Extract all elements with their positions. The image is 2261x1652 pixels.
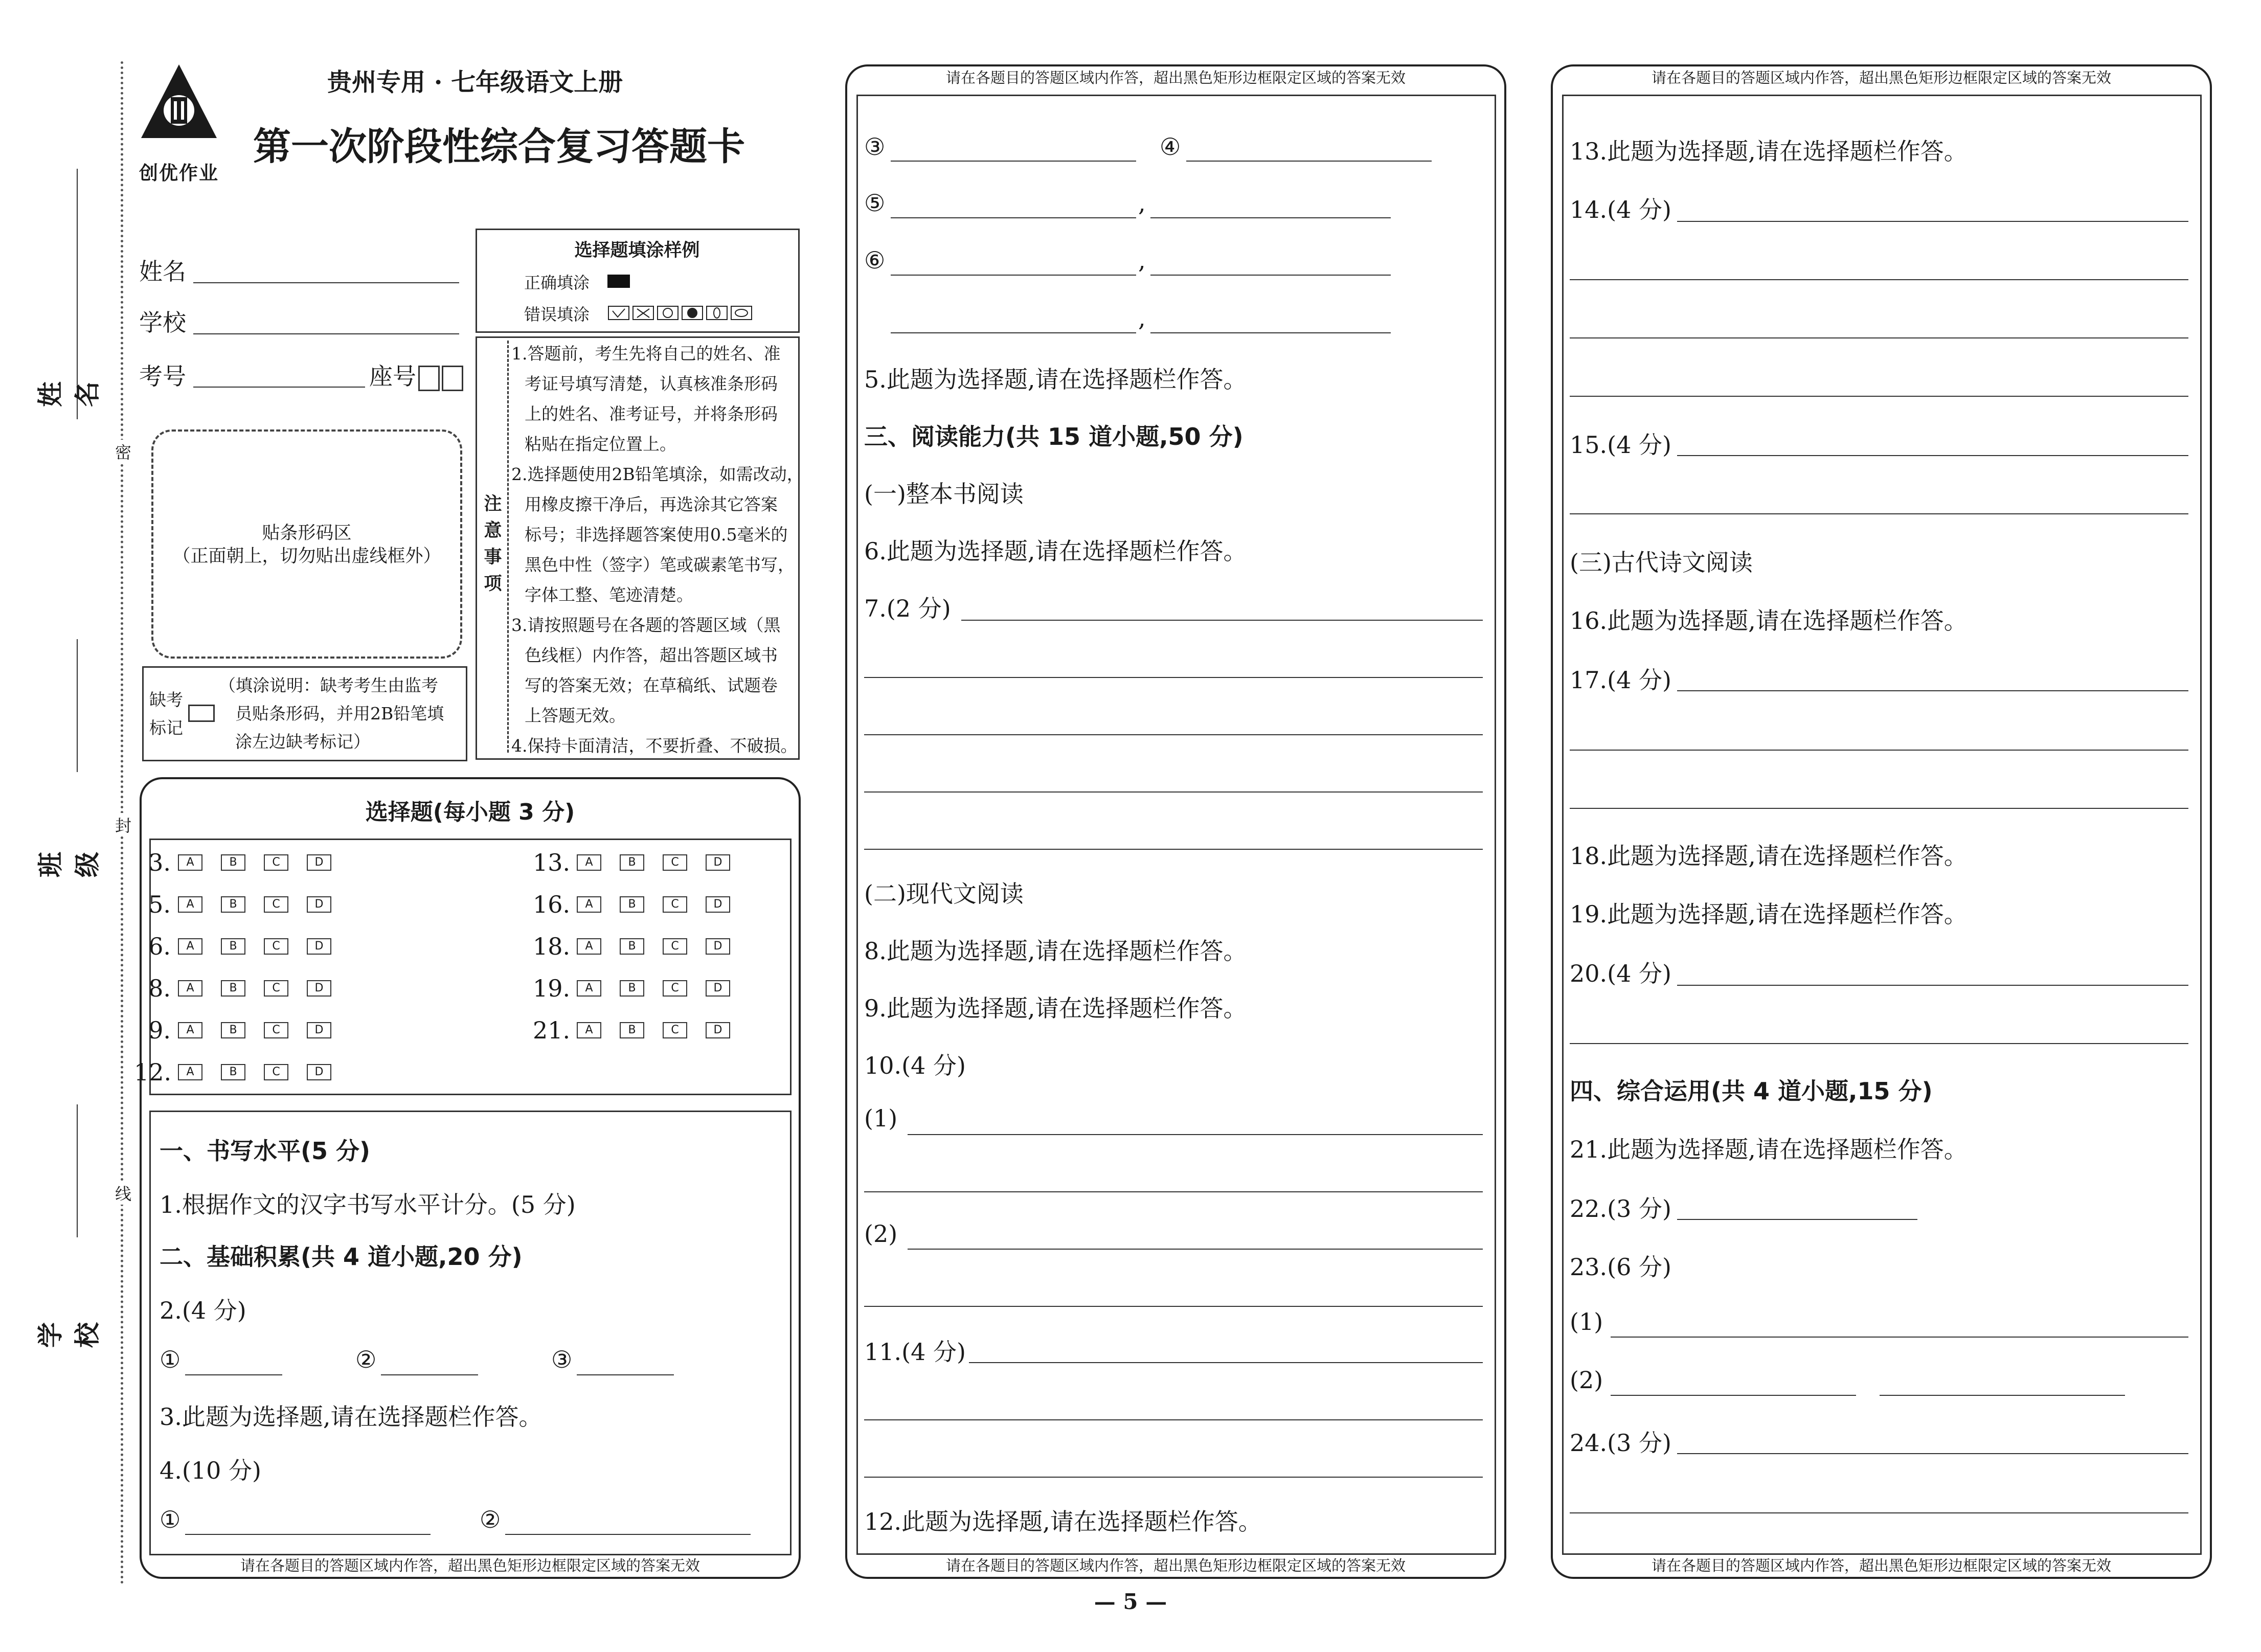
question-20: 20.(4 分) <box>1570 960 1671 987</box>
question-6: 6.此题为选择题,请在选择题栏作答。 <box>864 537 1247 565</box>
option-a[interactable]: A <box>577 938 601 955</box>
answer-blank[interactable] <box>1677 1219 1917 1220</box>
school-field[interactable] <box>193 333 459 334</box>
notes-line: 上答题无效。 <box>525 706 626 726</box>
option-a[interactable]: A <box>178 938 202 955</box>
blank-mark: ① <box>160 1346 181 1373</box>
choice-row[interactable] <box>134 933 350 960</box>
option-a[interactable]: A <box>178 854 202 871</box>
answer-line[interactable] <box>1570 1043 2188 1044</box>
wrong-fill-label: 错误填涂 <box>524 305 590 324</box>
blank-mark: ② <box>355 1346 377 1373</box>
option-c[interactable]: C <box>264 854 288 871</box>
question-11: 11.(4 分) <box>864 1338 966 1366</box>
answer-blank[interactable] <box>891 217 1136 218</box>
blank-mark: ④ <box>1160 133 1181 161</box>
question-number: 8. <box>148 975 171 1002</box>
question-4: 4.(10 分) <box>160 1457 261 1484</box>
answer-line[interactable] <box>908 1134 1483 1135</box>
option-c[interactable]: C <box>663 1022 687 1038</box>
option-d[interactable]: D <box>307 854 331 871</box>
header-subtitle: 贵州专用 · 七年级语文上册 <box>327 68 623 97</box>
notes-line: 2.选择题使用2B铅笔填涂，如需改动， <box>511 464 804 484</box>
question-number: 6. <box>148 933 171 960</box>
answer-line[interactable] <box>1570 808 2188 809</box>
blank-mark: ③ <box>551 1346 573 1373</box>
answer-blank[interactable] <box>891 161 1136 162</box>
part-heading: (三)古代诗文阅读 <box>1570 549 1753 576</box>
part-heading: (一)整本书阅读 <box>864 480 1024 508</box>
school-label: 学校 <box>139 309 186 336</box>
sub-question: (1) <box>864 1104 898 1132</box>
choice-row[interactable] <box>533 891 749 918</box>
seat-box[interactable] <box>442 366 463 391</box>
side-rule <box>77 639 78 772</box>
wrong-fill-marks <box>607 304 756 324</box>
question-3: 3.此题为选择题,请在选择题栏作答。 <box>160 1403 542 1431</box>
panel-notice: 请在各题目的答题区域内作答，超出黑色矩形边框限定区域的答案无效 <box>240 1557 700 1574</box>
absent-label: 标记 <box>149 718 183 738</box>
answer-line[interactable] <box>864 1191 1483 1192</box>
page-title: 第一次阶段性综合复习答题卡 <box>253 125 745 169</box>
answer-line[interactable] <box>1570 750 2188 751</box>
comma: , <box>1138 189 1146 217</box>
choice-row[interactable] <box>533 849 749 876</box>
side-label-school: 学校 <box>36 1313 102 1348</box>
name-field[interactable] <box>193 282 459 283</box>
side-rule <box>77 1104 78 1237</box>
option-b[interactable]: B <box>620 896 644 913</box>
question-1: 1.根据作文的汉字书写水平计分。(5 分) <box>160 1191 576 1218</box>
exam-no-label: 考号 <box>139 363 186 390</box>
barcode-label: 贴条形码区 <box>262 523 352 544</box>
question-number: 16. <box>533 891 571 918</box>
section-heading: 三、阅读能力(共 15 道小题,50 分) <box>864 423 1243 450</box>
wrong-fill-marks-icon <box>607 304 756 322</box>
notes-line: 色线框）内作答，超出答题区域书 <box>525 645 778 665</box>
notes-heading-char: 事 <box>484 547 502 568</box>
option-a[interactable]: A <box>178 980 202 997</box>
pyramid-logo-icon <box>138 61 220 153</box>
seat-box[interactable] <box>418 366 440 391</box>
section-heading: 一、书写水平(5 分) <box>160 1137 371 1165</box>
question-24: 24.(3 分) <box>1570 1429 1671 1457</box>
option-b[interactable]: B <box>620 854 644 871</box>
name-label: 姓名 <box>139 258 186 285</box>
option-b[interactable]: B <box>221 980 245 997</box>
question-21: 21.此题为选择题,请在选择题栏作答。 <box>1570 1136 1968 1163</box>
answer-line[interactable] <box>864 677 1483 678</box>
binding-char: 线 <box>111 1181 135 1205</box>
notes-line: 黑色中性（签字）笔或碳素笔书写， <box>525 555 795 575</box>
option-d[interactable]: D <box>706 896 730 913</box>
question-number: 3. <box>148 849 171 876</box>
answer-line[interactable] <box>969 1362 1483 1363</box>
notes-line: 标号；非选择题答案使用0.5毫米的 <box>525 525 788 545</box>
option-b[interactable]: B <box>221 1022 245 1038</box>
question-16: 16.此题为选择题,请在选择题栏作答。 <box>1570 607 1968 635</box>
answer-line[interactable] <box>864 1477 1483 1478</box>
question-23: 23.(6 分) <box>1570 1253 1671 1281</box>
question-number: 18. <box>533 933 571 960</box>
notes-text <box>511 338 804 761</box>
notes-line: 1.答题前，考生先将自己的姓名、准 <box>511 344 781 364</box>
binding-char: 密 <box>111 440 135 463</box>
answer-blank[interactable] <box>891 275 1136 276</box>
question-number: 5. <box>148 891 171 918</box>
fill-sample-title: 选择题填涂样例 <box>574 240 700 261</box>
question-2: 2.(4 分) <box>160 1297 246 1324</box>
notes-heading-char: 意 <box>484 520 502 541</box>
answer-blank[interactable] <box>577 1374 674 1375</box>
notes-heading <box>481 491 505 597</box>
question-8: 8.此题为选择题,请在选择题栏作答。 <box>864 937 1247 965</box>
question-5: 5.此题为选择题,请在选择题栏作答。 <box>864 366 1247 393</box>
option-d[interactable]: D <box>307 896 331 913</box>
comma: , <box>1138 304 1146 332</box>
answer-line[interactable] <box>1570 279 2188 280</box>
side-label-name: 姓名 <box>36 372 102 407</box>
question-9: 9.此题为选择题,请在选择题栏作答。 <box>864 994 1247 1022</box>
option-d[interactable]: D <box>307 1022 331 1038</box>
choice-row[interactable] <box>134 1016 350 1044</box>
option-a[interactable]: A <box>577 854 601 871</box>
question-7: 7.(2 分) <box>864 595 951 622</box>
option-a[interactable]: A <box>577 896 601 913</box>
notes-line: 上的姓名、准考证号，并将条形码 <box>525 404 778 424</box>
option-d[interactable]: D <box>307 938 331 955</box>
answer-line[interactable] <box>961 620 1483 621</box>
question-18: 18.此题为选择题,请在选择题栏作答。 <box>1570 842 1968 870</box>
blank-mark: ⑥ <box>864 246 886 274</box>
answer-line[interactable] <box>1611 1337 2188 1338</box>
binding-char: 封 <box>111 813 135 836</box>
question-number: 21. <box>533 1016 571 1044</box>
panel-notice: 请在各题目的答题区域内作答，超出黑色矩形边框限定区域的答案无效 <box>945 69 1406 86</box>
answer-blank[interactable] <box>1150 332 1391 333</box>
option-b[interactable]: B <box>620 938 644 955</box>
blank-mark: ⑤ <box>864 189 886 217</box>
answer-blank[interactable] <box>381 1374 478 1375</box>
section-heading: 四、综合运用(共 4 道小题,15 分) <box>1570 1077 1933 1105</box>
option-a[interactable]: A <box>577 1022 601 1038</box>
option-c[interactable]: C <box>663 854 687 871</box>
notes-line: 4.保持卡面清洁，不要折叠、不破损。 <box>511 736 798 756</box>
answer-blank[interactable] <box>185 1534 431 1535</box>
seat-label <box>369 358 463 392</box>
notes-divider <box>507 341 509 753</box>
answer-line[interactable] <box>864 1306 1483 1307</box>
answer-line[interactable] <box>1677 985 2188 986</box>
sub-question: (2) <box>864 1220 898 1248</box>
correct-fill-mark <box>607 275 630 288</box>
answer-line[interactable] <box>1677 455 2188 456</box>
answer-line[interactable] <box>1570 1512 2188 1513</box>
option-d[interactable]: D <box>307 1064 331 1080</box>
part-heading: (二)现代文阅读 <box>864 880 1024 908</box>
sub-question: (1) <box>1570 1308 1603 1336</box>
choice-row[interactable] <box>533 1016 749 1044</box>
choice-row[interactable] <box>533 933 749 960</box>
question-10: 10.(4 分) <box>864 1052 966 1079</box>
correct-fill-label: 正确填涂 <box>524 273 590 292</box>
question-number: 12. <box>134 1058 172 1086</box>
choice-row[interactable] <box>134 1058 350 1086</box>
exam-no-field[interactable] <box>193 387 365 388</box>
option-b[interactable]: B <box>221 1064 245 1080</box>
notes-line: 字体工整、笔迹清楚。 <box>525 585 693 605</box>
brand-name: 创优作业 <box>139 162 219 184</box>
answer-blank[interactable] <box>1150 275 1391 276</box>
absent-note-1: （填涂说明：缺考考生由监考 <box>219 675 438 695</box>
option-a[interactable]: A <box>178 896 202 913</box>
blank-mark: ③ <box>864 133 886 161</box>
choice-row[interactable] <box>134 975 350 1002</box>
question-22: 22.(3 分) <box>1570 1195 1671 1223</box>
option-c[interactable]: C <box>663 938 687 955</box>
option-a[interactable]: A <box>577 980 601 997</box>
option-a[interactable]: A <box>178 1064 202 1080</box>
question-number: 19. <box>533 975 571 1002</box>
option-c[interactable]: C <box>264 1022 288 1038</box>
question-14: 14.(4 分) <box>1570 196 1671 223</box>
page-number: — 5 — <box>1094 1589 1167 1614</box>
option-b[interactable]: B <box>221 896 245 913</box>
answer-blank[interactable] <box>185 1374 282 1375</box>
absent-label: 缺考 <box>149 690 183 710</box>
answer-line[interactable] <box>864 791 1483 793</box>
answer-line[interactable] <box>908 1249 1483 1250</box>
answer-line[interactable] <box>864 1419 1483 1420</box>
seat-label-text: 座号 <box>369 363 416 390</box>
answer-blank[interactable] <box>1880 1395 2125 1396</box>
panel-notice: 请在各题目的答题区域内作答，超出黑色矩形边框限定区域的答案无效 <box>945 1557 1406 1574</box>
barcode-note: （正面朝上，切勿贴出虚线框外） <box>172 546 441 567</box>
notes-line: 用橡皮擦干净后，再选涂其它答案 <box>525 494 778 514</box>
option-c[interactable]: C <box>264 1064 288 1080</box>
question-19: 19.此题为选择题,请在选择题栏作答。 <box>1570 900 1968 928</box>
blank-mark: ① <box>160 1506 181 1533</box>
panel-notice: 请在各题目的答题区域内作答，超出黑色矩形边框限定区域的答案无效 <box>1651 1557 2111 1574</box>
answer-line[interactable] <box>1677 690 2188 691</box>
question-number: 9. <box>148 1016 171 1044</box>
panel-notice: 请在各题目的答题区域内作答，超出黑色矩形边框限定区域的答案无效 <box>1651 69 2111 86</box>
choice-title: 选择题(每小题 3 分) <box>365 799 575 825</box>
choice-grid <box>149 839 792 1095</box>
absent-checkbox[interactable] <box>188 705 215 722</box>
option-c[interactable]: C <box>663 980 687 997</box>
notes-line: 粘贴在指定位置上。 <box>525 434 676 454</box>
option-d[interactable]: D <box>706 1022 730 1038</box>
answer-blank[interactable] <box>505 1534 751 1535</box>
question-17: 17.(4 分) <box>1570 666 1671 694</box>
option-c[interactable]: C <box>264 980 288 997</box>
answer-blank[interactable] <box>891 332 1136 333</box>
notes-heading-char: 项 <box>484 573 502 594</box>
option-b[interactable]: B <box>620 1022 644 1038</box>
option-d[interactable]: D <box>706 854 730 871</box>
option-c[interactable]: C <box>663 896 687 913</box>
option-c[interactable]: C <box>264 896 288 913</box>
option-b[interactable]: B <box>221 938 245 955</box>
answer-line[interactable] <box>1677 1453 2188 1454</box>
option-b[interactable]: B <box>620 980 644 997</box>
absent-note-3: 涂左边缺考标记） <box>235 732 370 752</box>
blank-mark: ② <box>480 1506 501 1533</box>
notes-line: 3.请按照题号在各题的答题区域（黑 <box>511 615 781 635</box>
answer-line[interactable] <box>864 734 1483 735</box>
option-d[interactable]: D <box>706 980 730 997</box>
answer-line[interactable] <box>1677 221 2188 222</box>
absent-note-2: 员贴条形码，并用2B铅笔填 <box>235 704 444 723</box>
choice-row[interactable] <box>533 975 749 1002</box>
option-d[interactable]: D <box>706 938 730 955</box>
comma: , <box>1138 246 1146 274</box>
answer-line[interactable] <box>1570 513 2188 514</box>
option-d[interactable]: D <box>307 980 331 997</box>
sub-question: (2) <box>1570 1366 1603 1394</box>
option-a[interactable]: A <box>178 1022 202 1038</box>
question-number: 13. <box>533 849 571 876</box>
notes-heading-char: 注 <box>484 493 502 514</box>
question-13: 13.此题为选择题,请在选择题栏作答。 <box>1570 138 1968 165</box>
question-15: 15.(4 分) <box>1570 431 1671 459</box>
brand-logo <box>138 61 220 189</box>
answer-blank[interactable] <box>1611 1395 1856 1396</box>
question-12: 12.此题为选择题,请在选择题栏作答。 <box>864 1508 1262 1535</box>
answer-line[interactable] <box>1570 396 2188 397</box>
choice-row[interactable] <box>134 849 350 876</box>
notes-line: 写的答案无效；在草稿纸、试题卷 <box>525 675 778 695</box>
side-label-class: 班级 <box>36 843 102 877</box>
answer-blank[interactable] <box>1150 217 1391 218</box>
notes-line: 考证号填写清楚，认真核准条形码 <box>525 374 778 394</box>
option-b[interactable]: B <box>221 854 245 871</box>
option-c[interactable]: C <box>264 938 288 955</box>
choice-row[interactable] <box>134 891 350 918</box>
answer-area-3 <box>1562 95 2202 1555</box>
section-heading: 二、基础积累(共 4 道小题,20 分) <box>160 1243 523 1271</box>
answer-line[interactable] <box>864 849 1483 850</box>
answer-line[interactable] <box>1570 337 2188 338</box>
answer-area-1 <box>149 1111 792 1555</box>
answer-blank[interactable] <box>1186 161 1432 162</box>
